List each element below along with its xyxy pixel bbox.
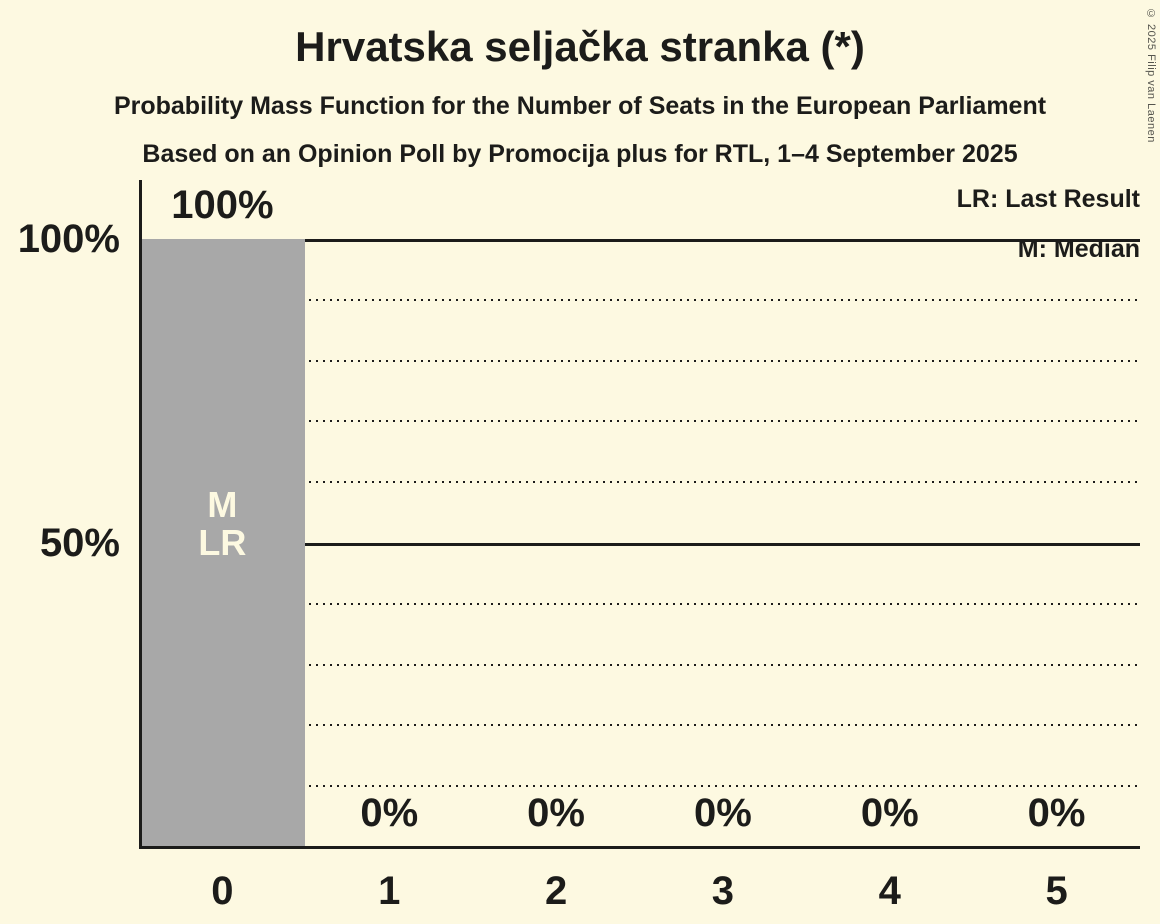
- chart-subtitle-line1: Probability Mass Function for the Number of Seats in the European Parliament: [113, 92, 1047, 120]
- x-axis-line: [139, 846, 1140, 849]
- y-tick-label-50pct: 50%: [39, 521, 120, 565]
- copyright-note: © 2025 Filip van Laenen: [1145, 8, 1157, 143]
- y-tick-label-100pct: 100%: [17, 217, 120, 261]
- x-tick-label-5: 5: [1045, 869, 1068, 913]
- x-tick-label-0: 0: [211, 869, 234, 913]
- bar-annotation-line-lr: LR: [198, 522, 247, 563]
- bar-annotation-line-m: M: [207, 484, 238, 525]
- value-label-seats-3: 0%: [694, 791, 752, 835]
- chart-subtitle-line2: Based on an Opinion Poll by Promocija plus for RTL, 1–4 September 2025: [142, 140, 1018, 168]
- value-label-seats-2: 0%: [527, 791, 585, 835]
- x-tick-label-4: 4: [878, 869, 901, 913]
- value-label-seats-0: 100%: [171, 183, 274, 227]
- y-axis-line: [139, 180, 142, 848]
- value-label-seats-5: 0%: [1027, 791, 1086, 835]
- x-tick-label-1: 1: [378, 869, 401, 913]
- legend-median: M: Median: [1017, 235, 1140, 263]
- bar-annotation-median-lastresult: [139, 486, 306, 562]
- chart-title: Hrvatska seljačka stranka (*): [295, 23, 865, 70]
- legend-last-result: LR: Last Result: [956, 185, 1140, 213]
- value-label-seats-4: 0%: [860, 791, 919, 835]
- value-label-seats-1: 0%: [360, 791, 419, 835]
- x-tick-label-2: 2: [544, 869, 568, 913]
- x-tick-label-3: 3: [711, 869, 735, 913]
